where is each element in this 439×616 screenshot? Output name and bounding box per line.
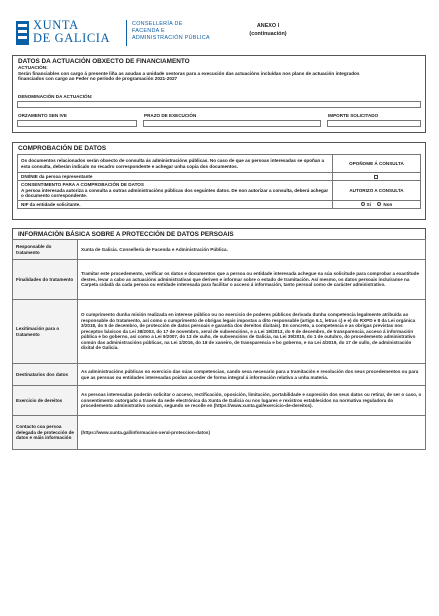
- privacy-label: Contacto coa persoa delegada de protección de datos e máis información: [13, 416, 78, 450]
- privacy-title: INFORMACIÓN BÁSICA SOBRE A PROTECCIÓN DE DATOS PERSOAIS: [12, 228, 426, 239]
- verification-title: COMPROBACIÓN DE DATOS: [18, 145, 107, 152]
- consent-title: CONSENTIMENTO PARA A COMPROBACIÓN DE DATOS: [21, 182, 144, 188]
- verification-row: [18, 181, 421, 200]
- verification-intro: Os documentos relacionados serán obxecto de consulta ás administracións públicas. No caso de que as persoas interesadas se opoñan a esta consulta, deberán indicalo no recadro correspondente e achegar unha copia dos documentos.: [18, 155, 333, 173]
- authorize-radio-cell: [333, 200, 421, 208]
- logo-text: [33, 19, 110, 45]
- importe-label: IMPORTE SOLICITADO: [328, 113, 379, 118]
- orzamento-field[interactable]: [17, 120, 137, 127]
- privacy-value: As administracións públicas no exercicio das súas competencias, cando sexa necesario para a tramitación e resolución dos seus procedementos ou para que as persoas ou entidades interesadas poidan acceder de forma integral á información relativa a unha materia.: [78, 364, 426, 386]
- authorize-yes-radio[interactable]: [361, 202, 365, 206]
- dept-line-1: CONSELLERÍA DE: [132, 21, 183, 27]
- oppose-checkbox[interactable]: [374, 175, 378, 179]
- verification-section: [12, 142, 426, 220]
- privacy-row: [13, 416, 426, 450]
- privacy-row: [13, 300, 426, 364]
- logo-line-1: XUNTA: [33, 18, 79, 32]
- logo-line-2: DE GALICIA: [33, 31, 111, 45]
- prazo-label: PRAZO DE EXECUCIÓN: [144, 113, 197, 118]
- yes-label: Si: [366, 201, 371, 207]
- privacy-row: [13, 240, 426, 260]
- privacy-value: O cumprimento dunha misión realizada en interese público ou no exercicio de poderes públicos derivada dunha competencia legalmente atribuída ao responsable do tratamento, así como o cumprimento de obrigas legais impostas a dito responsable (artigo 6.1, letras c) e e) do RXPD e 8 da Lei orgánica 3/2018, do 5 de decembro, de protección de datos persoais e garantía dos dereitos dixitais). En concreto, a competencia e as obrigas previstas nos preceptos básicos da Lei 38/2003, do 17 de novembro, xeral de subvencións, e a Lei 19/2013, do 9 de decembro, de transparencia, acceso á información pública e bo goberno, así como a Lei 9/2007, do 13 de xuño, de subvencións de Galicia, na Lei 39/2015, do 1 de outubro, do procedemento administrativo común das administracións públicas, na Lei 1/2016, do 18 de xaneiro, de transparencia e bo goberno, e na Lei 4/2019, do 17 de xullo, de administración dixital de Galicia.: [78, 300, 426, 364]
- authorize-header: AUTORIZO A CONSULTA: [333, 181, 421, 200]
- privacy-table: [12, 239, 426, 450]
- verification-row: [18, 173, 421, 181]
- privacy-row: [13, 386, 426, 416]
- denominacion-label: DENOMINACIÓN DA ACTUACIÓN:: [18, 94, 93, 99]
- privacy-label: Lexitimación para o tratamento: [13, 300, 78, 364]
- privacy-value: Xunta de Galicia. Consellería de Facenda e Administración Pública.: [78, 240, 426, 260]
- financing-title: DATOS DA ACTUACIÓN OBXECTO DE FINANCIAMENTO: [18, 58, 190, 65]
- denominacion-field[interactable]: [17, 101, 421, 108]
- privacy-label: Finalidades do tratamento: [13, 260, 78, 300]
- no-label: Non: [383, 201, 393, 207]
- xunta-shield-icon: [16, 21, 29, 45]
- consent-text: A persoa interesada autoriza a consulta a outras administracións públicas dos seguintes datos. De non autorizar a consulta, deberá achegar o documento correspondente.: [21, 187, 329, 199]
- annex-title: ANEXO I: [256, 23, 280, 29]
- dept-line-2: FACENDA E: [132, 27, 165, 34]
- annex-subtitle: (continuación): [249, 31, 287, 37]
- verification-row: [18, 155, 421, 173]
- oppose-header: OPOÑOME Á CONSULTA: [333, 155, 421, 173]
- annex-label: [228, 22, 308, 38]
- nif-entity-text: NIF da entidade solicitante.: [18, 200, 333, 208]
- consent-cell: [18, 181, 333, 200]
- actuacion-text: Serán financiables con cargo á presente liña as axudas a unidade xestoras para a execución das actuacións incluídas nos plans de actuación integrados financiados con cargo ao Feder no período de programación 2021-2027: [18, 70, 360, 82]
- department-name: [132, 21, 210, 41]
- importe-field[interactable]: [327, 120, 421, 127]
- privacy-value: As persoas interesadas poderán solicitar o acceso, rectificación, oposición, limitación, portabilidade e supresión dos seus datos ou retirar, de ser o caso, o consentimento outorgado a través da sede electrónica da Xunta de Galicia ou nos lugares e rexistros establecidos na normativa reguladora do procedemento administrativo común, segundo se recolle en (https://www.xunta.gal/exercicio-de-dereitos).: [78, 386, 426, 416]
- xunta-logo: [16, 18, 116, 48]
- privacy-value: (https://www.xunta.gal/informacion-xeral-proteccion-datos): [78, 416, 426, 450]
- verification-row: [18, 200, 421, 208]
- privacy-row: [13, 364, 426, 386]
- privacy-label: Exercicio de dereitos: [13, 386, 78, 416]
- verification-table: [17, 154, 421, 209]
- authorize-no-radio[interactable]: [377, 202, 381, 206]
- privacy-value: Tramitar este procedemento, verificar os datos e documentos que a persoa ou entidade interesada achegue na súa solicitude para comprobar a exactitude destes, levar a cabo as actuacións administrativas que deriven e informar sobre o estado de tramitación. Así mesmo, os datos persoais incluíranse na Carpeta cidadá da cada persoa ou entidade interesada para facilitar o acceso á información, tanto persoal como de carácter administrativo.: [78, 260, 426, 300]
- prazo-field[interactable]: [143, 120, 321, 127]
- actuacion-label: ACTUACIÓN:: [18, 65, 48, 70]
- privacy-label: Destinatarios dos datos: [13, 364, 78, 386]
- orzamento-label: ORZAMENTO SEN IVE: [18, 113, 67, 118]
- dept-line-3: ADMINISTRACIÓN PÚBLICA: [132, 34, 210, 41]
- document-header: [16, 18, 426, 52]
- privacy-label: Responsable do tratamento: [13, 240, 78, 260]
- logo-divider: [126, 20, 127, 46]
- oppose-checkbox-cell: [333, 173, 421, 181]
- privacy-row: [13, 260, 426, 300]
- financing-section: [12, 55, 426, 133]
- dni-representative-text: DNI/NIE da persoa representante: [18, 173, 333, 181]
